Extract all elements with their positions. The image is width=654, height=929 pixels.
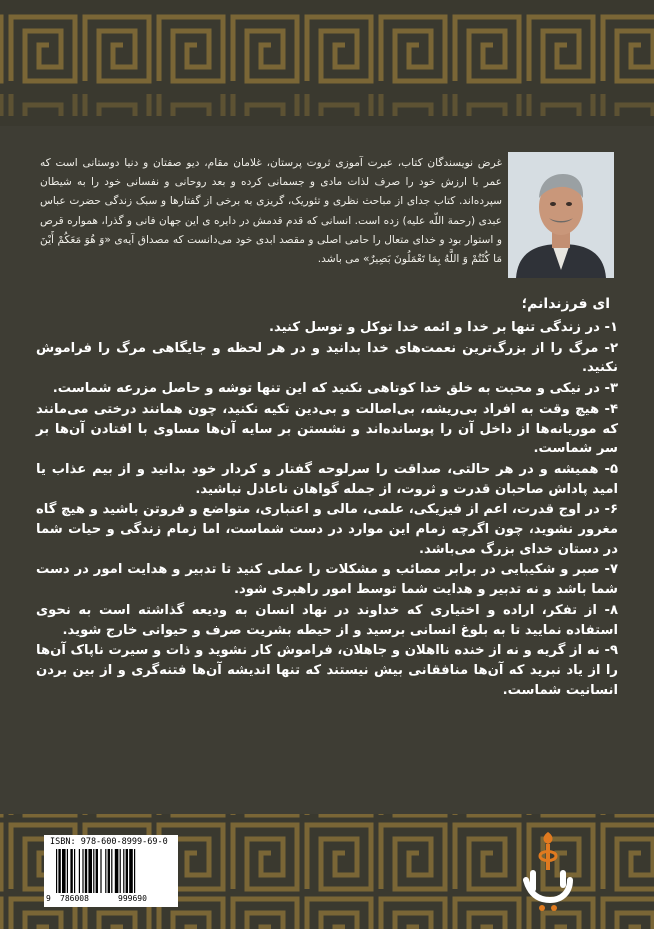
advice-item-2: ۲- مرگ را از بزرگ‌ترین نعمت‌های خدا بدانید و در هر لحظه و جایگاهی مرگ را فراموش نکنید.	[36, 340, 618, 376]
isbn-text: ISBN: 978-600-8999-69-0	[50, 837, 168, 847]
barcode-right-digits: 999690	[118, 894, 147, 903]
advice-item-3: ۳- در نیکی و محبت به خلق خدا کوتاهی نکنید که این تنها توشه و حاصل مزرعه شماست.	[52, 381, 618, 397]
barcode-left-digits: 786008	[60, 894, 89, 903]
advice-item-6: ۶- در اوج قدرت، اعم از فیزیکی، علمی، مالی و اعتباری، متواضع و فروتن باشید و هیچ گاه مغرور نشوید، چون اگرچه زمام این موارد در دست شماست، اما زمام زندگی و حیات شما در دستان خدای بزرگ می‌باشد.	[36, 502, 618, 557]
publisher-logo	[520, 828, 576, 912]
advice-item-8: ۸- از تفکر، اراده و اختیاری که خداوند در نهاد انسان به ودیعه گذاشته است به نحوی استفاده نمایید تا به بلوغ انسانی برسید و از حیطه بشریت صرف و حیوانی خارج شوید.	[36, 602, 618, 638]
barcode-bars	[56, 849, 168, 893]
advice-list	[36, 318, 618, 701]
isbn-barcode	[44, 835, 178, 907]
intro-paragraph: غرض نویسندگان کتاب، عبرت آموزی ثروت پرستان، غلامان مقام، دیو صفتان و دنیا دوستانی است که عمر با ارزش خود را صرف لذات مادی و جسمانی کرده و بعد روحانی و نفسانی خود را به شیطان سپرده‌اند. کتاب جدای از مباحث نظری و تئوریک، گریزی به برخی از گفتارها و سبک زندگی حضرت عباس عبدی (رحمة اللّه علیه) زده است. انسانی که قدم قدمش در دایره ی این جهان فانی و گذرا، همواره قرص و استوار بود و خدای متعال را حامی اصلی و مقصد ابدی خود می‌دانست که مصداق آیه‌ی «وَ هُوَ مَعَکُمْ أَیْنَ مَا کُنْتُمْ وَ اللَّهُ بِمَا تَعْمَلُونَ بَصِیرٌ» می باشد.	[40, 157, 502, 266]
advice-item-9: ۹- نه از گریه و نه از خنده نااهلان و جاهلان، فراموش کار نشوید و ذات و سیرت ناپاک آن‌ها را از یاد نبرید که آن‌ها منافقانی بیش نیستند که تنها اندیشه آن‌ها فتنه‌گری و از بین بردن انسانیت شماست.	[36, 643, 618, 698]
greeting-heading: ای فرزندانم؛	[521, 296, 610, 312]
barcode-leading-digit: 9	[46, 894, 51, 903]
advice-item-4: ۴- هیچ وقت به افراد بی‌ریشه، بی‌اصالت و بی‌دین تکیه نکنید، چون همانند درختی می‌مانند که موریانه‌ها از داخل آن را پوسانده‌اند و نشستن بر سایه آن‌ها مساوی با افتادن آن‌ها بر سر شماست.	[36, 401, 618, 457]
author-portrait	[508, 152, 614, 278]
advice-item-1: ۱- در زندگی تنها بر خدا و ائمه خدا توکل و توسل کنید.	[269, 320, 618, 335]
advice-item-7: ۷- صبر و شکیبایی در برابر مصائب و مشکلات را عملی کنید تا تدبیر و هدایت امور در دست شما باشد و نه تدبیر و هدایت شما توسط امور راهبری شود.	[36, 562, 618, 598]
advice-item-5: ۵- همیشه و در هر حالتی، صداقت را سرلوحه گفتار و کردار خود بدانید و از بیم عذاب یا امید پاداش صاحبان قدرت و ثروت، از جمله گواهان ناعادل نباشید.	[36, 461, 618, 497]
